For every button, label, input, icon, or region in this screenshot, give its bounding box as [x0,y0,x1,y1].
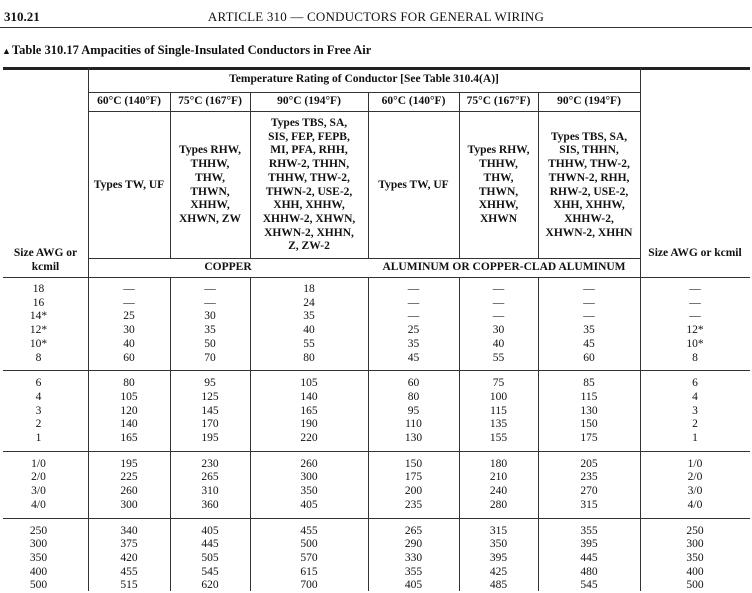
table-cell: 170 [201,418,219,431]
table-cell: 220 [300,432,318,444]
table-cell: 80 [123,377,135,390]
types-line: Types TBS, SA, [270,116,348,129]
table-cell: 105 [120,390,138,403]
table-cell: 125 [201,390,219,403]
table-cell: 500 [300,538,318,551]
table-title [2,43,371,58]
table-cell: 290 [404,538,423,551]
table-cell: 175 [580,432,598,444]
table-cell: 505 [201,551,219,564]
table-cell: 18 [32,283,45,295]
table-cell: 190 [300,418,318,431]
table-cell: 395 [580,538,598,551]
temp-rating-6: 90°C (194°F) [557,95,621,107]
temp-rating-4: 60°C (140°F) [381,95,446,107]
table-cell: 250 [29,524,48,537]
table-cell: 700 [300,579,318,592]
table-cell: 4 [692,390,698,403]
types-line: THHW, [190,158,230,171]
conductor-types-3 [250,114,368,257]
table-cell: 100 [489,390,508,403]
table-cell: 60 [407,377,420,390]
table-cell: 195 [120,457,138,470]
table-cell: — [123,283,135,295]
table-cell: — [407,283,420,295]
table-cell: — [123,296,135,309]
table-cell: 265 [201,471,219,484]
table-cell: — [689,296,701,309]
table-cell: 80 [407,390,420,403]
table-cell: 4 [35,390,42,403]
table-cell: 205 [580,457,598,470]
table-cell: 455 [300,524,318,537]
table-cell: 25 [407,324,420,337]
temp-rating-5: 75°C (167°F) [466,95,531,107]
table-cell: — [492,283,505,295]
table-cell: 150 [404,457,423,470]
aluminum-label: ALUMINUM OR COPPER-CLAD ALUMINUM [382,261,626,273]
table-cell: 1 [692,432,698,444]
grid-line [3,277,750,278]
table-cell: 3 [692,404,698,417]
table-cell: 405 [201,524,219,537]
types-line: THWN-2, RHH, [548,171,630,184]
table-cell: 445 [580,551,598,564]
types-line: THHW, THW-2, [268,171,350,184]
types-line: THW, [195,171,225,184]
table-cell: 55 [303,337,315,350]
types-line: Types TW, UF [93,178,165,191]
table-cell: 105 [300,377,318,390]
table-cell: 455 [120,565,138,578]
table-cell: 350 [29,551,48,564]
table-cell: 95 [204,377,216,390]
table-cell: 420 [120,551,138,564]
table-cell: 24 [303,296,315,309]
table-cell: 40 [492,337,505,350]
table-cell: 375 [120,538,138,551]
table-cell: 135 [489,418,508,431]
table-cell: 1/0 [687,457,703,470]
table-cell: 355 [404,565,423,578]
table-cell: 35 [303,310,315,323]
table-cell: 165 [300,404,318,417]
types-line: THWN-2, USE-2, [265,185,353,198]
table-cell: 280 [489,498,508,511]
types-line: RHW-2, USE-2, [549,185,629,198]
types-line: XHHW-2, [564,212,614,225]
table-cell: 360 [201,498,219,511]
table-cell: 240 [489,485,508,498]
types-line: XHWN, ZW [179,212,241,225]
table-cell: — [689,310,701,323]
table-cell: 10* [29,337,48,350]
table-cell: 425 [489,565,508,578]
types-line: XHH, XHHW, [273,199,345,212]
table-cell: 310 [201,485,219,498]
table-cell: 1 [35,432,42,444]
grid-line [3,451,750,452]
table-cell: 130 [404,432,423,444]
table-cell: 45 [583,337,595,350]
types-line: RHW-2, THHN, [268,158,350,171]
table-cell: — [583,310,595,323]
table-cell: 2/0 [687,471,703,484]
table-cell: 75 [492,377,505,390]
table-cell: 235 [404,498,423,511]
grid-line [538,92,539,258]
types-line: MI, PFA, RHH, [270,144,348,157]
header-rule [0,27,752,28]
table-cell: 2/0 [31,471,46,484]
grid-line [88,258,640,259]
types-line: THHW, THW-2, [548,158,630,171]
grid-line [170,92,171,258]
change-marker-icon: ▲ [2,46,11,56]
table-cell: 620 [201,579,219,592]
table-cell: 480 [580,565,598,578]
table-cell: 145 [201,404,219,417]
table-cell: 6 [692,377,698,390]
copper-label: COPPER [204,261,252,273]
table-cell: 570 [300,551,318,564]
table-cell: 500 [29,579,48,592]
table-cell: 400 [686,565,704,578]
table-cell: 18 [303,283,315,295]
table-cell: 130 [580,404,598,417]
table-cell: 85 [583,377,595,390]
table-cell: 55 [492,351,505,364]
table-cell: 8 [35,351,42,364]
table-cell: 30 [204,310,216,323]
temp-rating-3: 90°C (194°F) [277,95,341,107]
table-cell: 115 [490,404,507,417]
types-line: Types TBS, SA, [550,130,628,143]
table-cell: 225 [120,471,138,484]
table-cell: 340 [120,524,138,537]
grid-line [368,92,369,258]
table-cell: 2 [35,418,42,431]
table-cell: 315 [489,524,508,537]
table-cell: 45 [407,351,420,364]
table-cell: 315 [580,498,598,511]
types-line: XHHW, [478,199,519,212]
types-line: XHH, XHHW, [553,199,625,212]
table-cell: 395 [489,551,508,564]
table-cell: 25 [123,310,135,323]
table-cell: 16 [32,296,45,309]
table-cell: 355 [580,524,598,537]
temp-rating-2: 75°C (167°F) [178,95,242,107]
table-cell: — [204,296,216,309]
conductor-types-4 [368,114,459,257]
types-line: THW, [483,171,514,184]
types-line: THHW, [479,158,518,171]
table-cell: 35 [583,324,595,337]
types-line: Types RHW, [467,144,530,157]
types-line: XHHW, [190,199,230,212]
size-label-left: Size AWG or kcmil [13,247,78,273]
table-cell: — [492,310,505,323]
size-label-right: Size AWG or kcmil [648,247,742,259]
table-cell: 35 [204,324,216,337]
table-cell: 35 [407,337,420,350]
table-cell: 300 [686,538,704,551]
table-cell: — [583,283,595,295]
table-cell: 3 [35,404,42,417]
conductor-types-2 [170,114,250,257]
table-cell: 210 [489,471,508,484]
table-cell: 4/0 [687,498,703,511]
table-cell: 115 [580,390,598,403]
table-cell: 175 [404,471,423,484]
table-cell: — [492,296,505,309]
table-cell: 615 [300,565,318,578]
table-cell: — [204,283,216,295]
table-cell: 300 [300,471,318,484]
temperature-heading: Temperature Rating of Conductor [See Table 310.4(A)] [229,73,499,85]
types-line: Z, ZW-2 [288,240,330,253]
table-cell: 300 [120,498,138,511]
table-cell: 350 [489,538,508,551]
table-cell: 350 [300,485,318,498]
table-cell: 140 [300,390,318,403]
grid-line [459,92,460,258]
table-cell: — [583,296,595,309]
table-cell: 140 [120,418,138,431]
types-line: Types TW, UF [378,178,449,191]
types-line: THWN, [190,185,230,198]
table-cell: 405 [404,579,423,592]
table-cell: 155 [489,432,508,444]
table-top-rule [3,67,750,70]
table-cell: 400 [29,565,48,578]
table-cell: 350 [686,551,704,564]
types-line: SIS, FEP, FEPB, [268,130,350,143]
table-cell: 500 [686,579,704,592]
table-cell: 250 [686,524,704,537]
table-cell: — [407,296,420,309]
article-heading: ARTICLE 310 — CONDUCTORS FOR GENERAL WIRING [207,9,545,24]
table-cell: 8 [692,351,698,364]
grid-line [250,92,251,258]
table-cell: — [689,283,701,295]
table-cell: 10* [686,337,704,350]
grid-line [3,370,750,371]
conductor-types-1 [88,114,170,257]
table-cell: 150 [580,418,598,431]
table-cell: 12* [686,324,704,337]
table-cell: 80 [303,351,315,364]
table-cell: 40 [303,324,315,337]
table-cell: 120 [120,404,138,417]
table-cell: — [407,310,420,323]
table-cell: 260 [300,457,318,470]
types-line: XHWN [479,212,518,225]
types-line: XHHW-2, XHWN, [262,212,356,225]
table-cell: 3/0 [687,485,703,498]
table-cell: 195 [201,432,219,444]
table-cell: 265 [404,524,423,537]
table-cell: 235 [580,471,598,484]
table-cell: 110 [405,418,422,431]
table-cell: 30 [123,324,135,337]
table-cell: 445 [201,538,219,551]
table-cell: 60 [583,351,595,364]
table-cell: 300 [29,538,48,551]
table-cell: 4/0 [31,498,46,511]
table-cell: 95 [407,404,420,417]
types-line: Types RHW, [179,144,241,157]
table-title-text: Table 310.17 Ampacities of Single-Insulated Conductors in Free Air [11,43,372,57]
table-cell: 545 [580,579,598,592]
table-cell: 1/0 [31,457,46,470]
table-cell: 14* [29,310,48,323]
temp-rating-1: 60°C (140°F) [97,95,161,107]
types-line: XHWN-2, XHHN [545,226,633,239]
table-cell: 545 [201,565,219,578]
table-cell: 230 [201,457,219,470]
types-line: XHWN-2, XHHN, [264,226,354,239]
types-line: THWN, [478,185,519,198]
table-cell: 180 [489,457,508,470]
table-cell: 405 [300,498,318,511]
table-cell: 260 [120,485,138,498]
table-cell: 330 [404,551,423,564]
conductor-types-5 [459,114,538,257]
table-cell: 3/0 [31,485,46,498]
conductor-types-6 [538,114,640,257]
table-cell: 30 [492,324,505,337]
table-cell: 50 [204,337,216,350]
section-number: 310.21 [4,9,40,24]
table-cell: 270 [580,485,598,498]
table-cell: 60 [123,351,135,364]
table-cell: 515 [120,579,138,592]
table-cell: 200 [404,485,423,498]
table-cell: 40 [123,337,135,350]
table-cell: 70 [204,351,216,364]
table-cell: 2 [692,418,698,431]
table-cell: 165 [120,432,138,444]
types-line: SIS, THHN, [559,144,619,157]
table-cell: 6 [35,377,42,390]
table-cell: 485 [489,579,508,592]
grid-line [3,518,750,519]
table-cell: 12* [29,324,48,337]
